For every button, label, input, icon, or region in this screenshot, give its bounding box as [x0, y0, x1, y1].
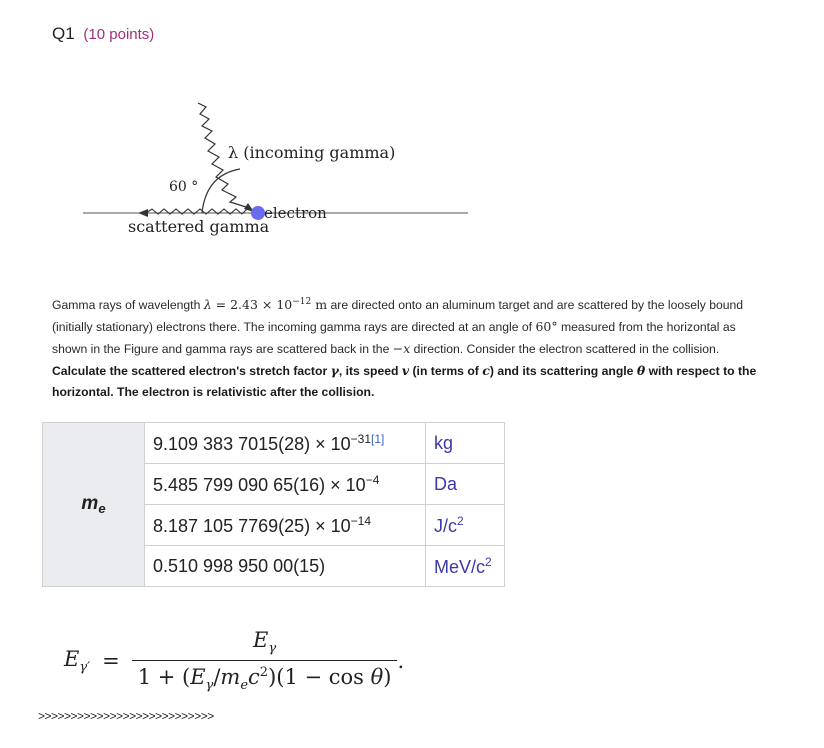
unit-cell: [426, 546, 505, 587]
value-cell: [145, 464, 426, 505]
v-symbol: v: [401, 363, 410, 379]
value-cell: [145, 546, 426, 587]
task-text-5: with respect to the horizontal. The electron is relativistic after the collision.: [52, 364, 757, 400]
task-text-2: , its speed: [338, 364, 402, 379]
numerator-subscript: γ: [268, 641, 277, 656]
unit-text[interactable]: J/c: [434, 515, 458, 536]
value-cell: [145, 423, 426, 464]
gamma-symbol: γ: [330, 363, 339, 379]
reference-link[interactable]: [1]: [371, 431, 385, 446]
problem-statement: [52, 292, 768, 403]
value-mantissa: 8.187 105 7769(25) × 10: [153, 515, 351, 536]
scattered-arrowhead: [138, 209, 148, 217]
numerator-symbol: E: [253, 628, 269, 652]
wavelength-value: = 2.43 × 10: [211, 297, 293, 313]
value-mantissa: 9.109 383 7015(28) × 10: [153, 433, 351, 454]
unit-cell: [426, 505, 505, 546]
incoming-gamma-label: λ (incoming gamma): [228, 143, 396, 162]
problem-text-4: direction. Consider the electron scattered in the collision.: [410, 342, 720, 357]
angle-label: 60 °: [169, 179, 199, 195]
value-exponent: −4: [365, 472, 380, 487]
equals-sign: =: [102, 648, 120, 673]
problem-text-2: are directed onto an aluminum target and are scattered by the loosely bound (initially stationary) electrons there. The incoming gamma rays are directed at an angle of: [52, 298, 744, 335]
fraction-numerator: [247, 628, 282, 660]
question-number: Q1: [52, 24, 75, 43]
fraction-denominator: [132, 660, 398, 693]
unit-cell: [426, 464, 505, 505]
unit-text[interactable]: kg: [434, 432, 454, 453]
value-exponent: −14: [350, 513, 372, 528]
den-theta: θ: [370, 665, 384, 689]
question-points: (10 points): [83, 26, 155, 43]
den-energy: E: [190, 665, 206, 689]
electron-mass-symbol: [43, 423, 145, 587]
den-close: ): [383, 665, 392, 689]
lambda-symbol: λ: [203, 297, 212, 313]
wavelength-exponent: −12: [292, 297, 312, 307]
den-c-sup: 2: [259, 665, 269, 680]
unit-exponent: 2: [485, 554, 492, 569]
den-part-a: 1 + (: [137, 665, 191, 689]
problem-text-1: Gamma rays of wavelength: [52, 298, 204, 313]
scatter-direction: −x: [392, 341, 411, 357]
electron-mass-table: [42, 422, 505, 587]
den-slash: /: [213, 665, 221, 689]
compton-formula: [64, 628, 404, 693]
compton-figure: [78, 95, 478, 245]
den-mass: m: [220, 665, 241, 689]
den-c: c: [248, 665, 260, 689]
wavelength-unit: m: [311, 297, 328, 313]
value-mantissa: 5.485 799 090 65(16) × 10: [153, 474, 366, 495]
angle-arc: [202, 169, 240, 213]
value-exponent: −31: [350, 431, 372, 446]
incidence-angle: 60°: [535, 319, 558, 335]
formula-period: .: [397, 648, 405, 673]
task-text-3: (in terms of: [409, 364, 483, 379]
unit-exponent: 2: [457, 513, 464, 528]
den-part-b: )(1 − cos: [268, 665, 371, 689]
scattered-gamma-label: scattered gamma: [128, 217, 270, 236]
theta-symbol: θ: [636, 363, 646, 379]
value-cell: [145, 505, 426, 546]
formula-fraction: [132, 628, 398, 693]
unit-text[interactable]: Da: [434, 473, 458, 494]
unit-cell: [426, 423, 505, 464]
lhs-subscript: γ′: [79, 659, 91, 675]
task-instructions: [52, 364, 756, 399]
task-text-4: ) and its scattering angle: [489, 364, 637, 379]
lhs-symbol: E: [64, 646, 80, 671]
question-header: [52, 24, 154, 44]
table-row: [43, 423, 505, 464]
den-energy-sub: γ: [205, 678, 214, 693]
electron-label: electron: [264, 204, 327, 222]
arrow-separator: >>>>>>>>>>>>>>>>>>>>>>>>>>>: [38, 709, 214, 723]
mass-subscript: e: [98, 501, 106, 516]
formula-lhs: [64, 647, 90, 675]
c-symbol: c: [482, 363, 490, 379]
value-mantissa: 0.510 998 950 00(15): [153, 555, 326, 576]
mass-symbol: m: [81, 493, 99, 514]
unit-text[interactable]: MeV/c: [434, 556, 486, 577]
problem-text-3: measured from the horizontal as shown in the Figure and gamma rays are scattered back in the: [52, 320, 736, 357]
task-text-1: Calculate the scattered electron's stretch factor: [52, 364, 331, 379]
den-mass-sub: e: [240, 678, 249, 693]
